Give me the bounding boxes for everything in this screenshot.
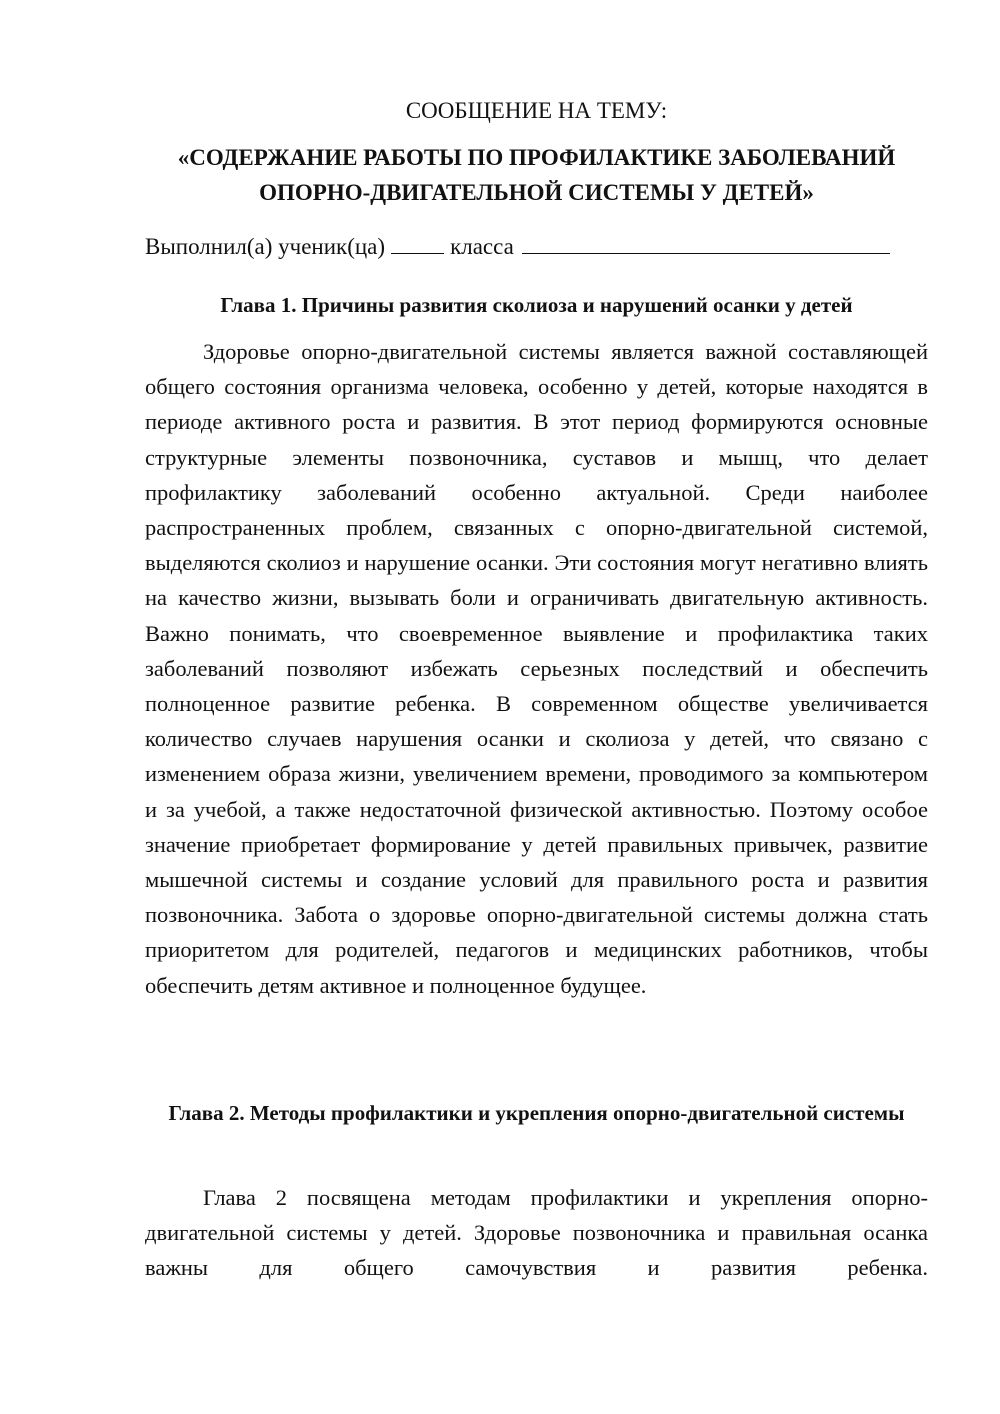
author-line bbox=[145, 231, 928, 262]
document-title-line-2: ОПОРНО-ДВИГАТЕЛЬНОЙ СИСТЕМЫ У ДЕТЕЙ» bbox=[259, 180, 814, 205]
chapter-2-heading: Глава 2. Методы профилактики и укрепления опорно-двигательной системы bbox=[168, 1101, 905, 1125]
name-blank bbox=[522, 231, 890, 254]
author-label: Выполнил(а) ученик(ца) bbox=[145, 234, 386, 259]
document-title-line-1: «СОДЕРЖАНИЕ РАБОТЫ ПО ПРОФИЛАКТИКЕ ЗАБОЛЕВАНИЙ bbox=[177, 145, 896, 170]
grade-blank bbox=[391, 231, 444, 254]
class-label: класса bbox=[450, 234, 514, 259]
subject-line: СООБЩЕНИЕ НА ТЕМУ: bbox=[405, 98, 668, 123]
chapter-1-paragraph: Здоровье опорно-двигательной системы является важной составляющей общего состояния организма человека, особенно у детей, которые находятся в периоде активного роста и развития. В этот период формируются основные структурные элементы позвоночника, суставов и мышц, что делает профилактику заболеваний особенно актуальной. Среди наиболее распространенных проблем, связанных с опорно-двигательной системой, выделяются сколиоз и нарушение осанки. Эти состояния могут негативно влиять на качество жизни, вызывать боли и ограничивать двигательную активность. Важно понимать, что своевременное выявление и профилактика таких заболеваний позволяют избежать серьезных последствий и обеспечить полноценное развитие ребенка. В современном обществе увеличивается количество случаев нарушения осанки и сколиоза у детей, что связано с изменением образа жизни, увеличением времени, проводимого за компьютером и за учебой, а также недостаточной физической активностью. Поэтому особое значение приобретает формирование у детей правильных привычек, развитие мышечной системы и создание условий для правильного роста и развития позвоночника. Забота о здоровье опорно-двигательной системы должна стать приоритетом для родителей, педагогов и медицинских работников, чтобы обеспечить детям активное и полноценное будущее. bbox=[145, 339, 928, 998]
chapter-2-paragraph: Глава 2 посвящена методам профилактики и укрепления опорно-двигательной системы у детей. Здоровье позвоночника и правильная осанка важны для общего самочувствия и развития ребенка. bbox=[145, 1185, 928, 1281]
chapter-1-heading: Глава 1. Причины развития сколиоза и нарушений осанки у детей bbox=[220, 293, 853, 317]
